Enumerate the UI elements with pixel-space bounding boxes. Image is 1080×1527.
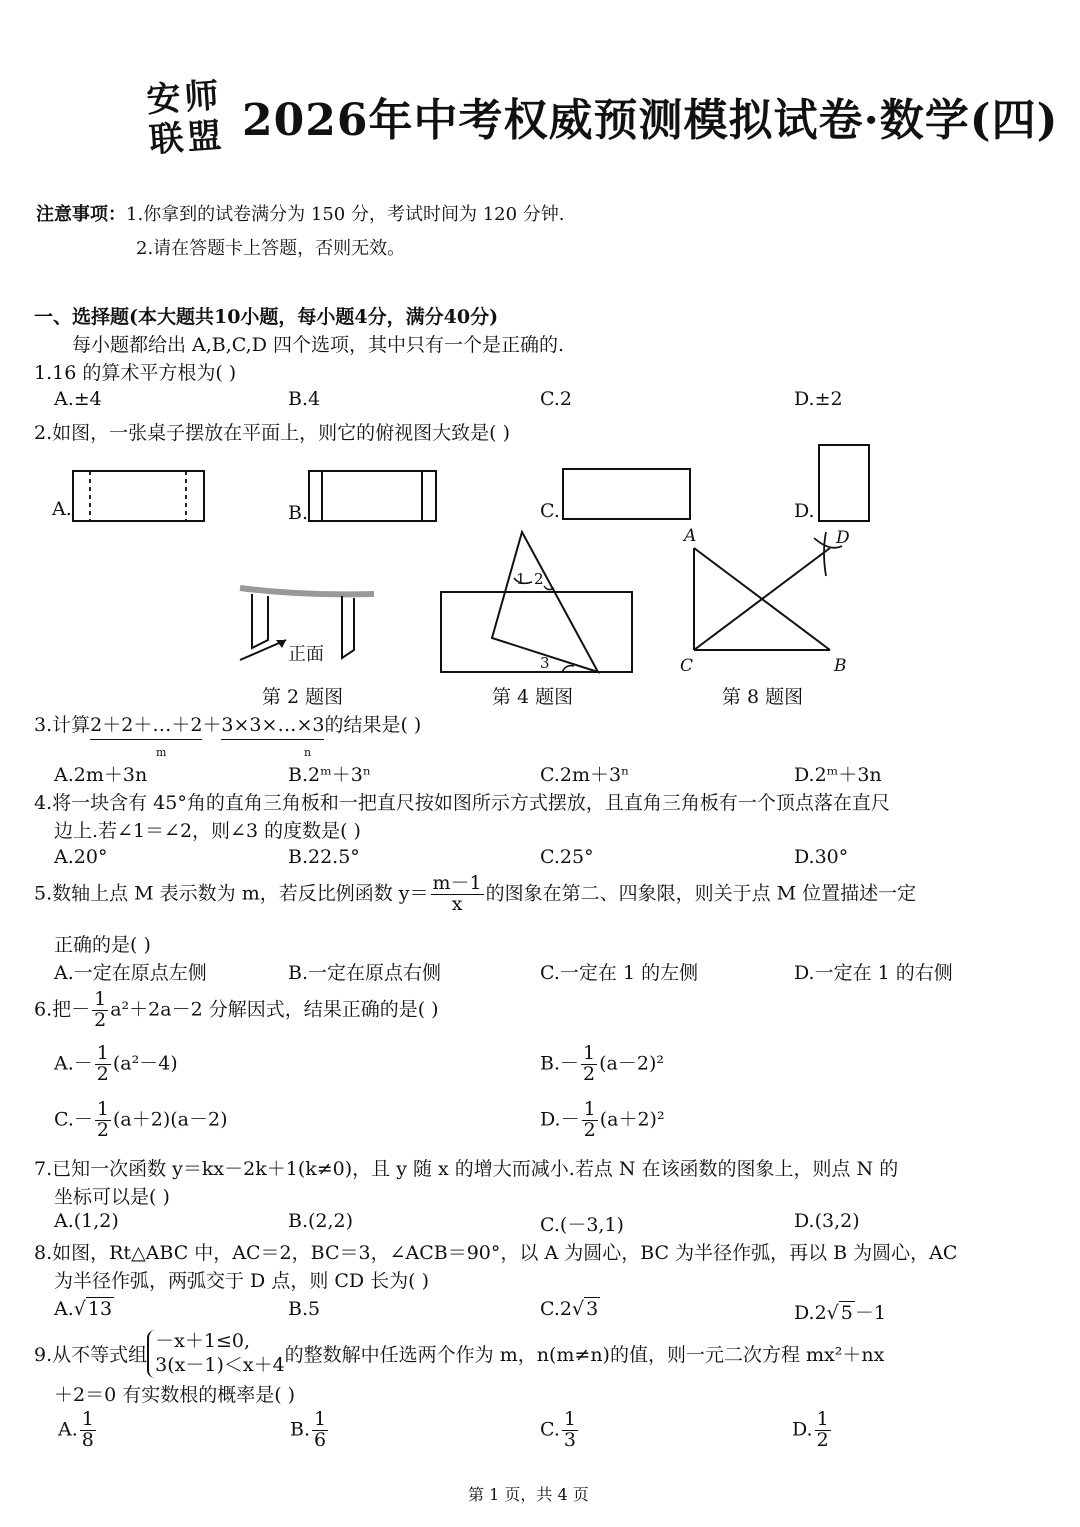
q3-brace-m-label: m (156, 746, 167, 759)
question-8-stem-line-1: 8.如图，Rt△ABC 中，AC＝2，BC＝3，∠ACB＝90°，以 A 为圆心，BC 为半径作弧，再以 B 为圆心，AC (34, 1242, 958, 1264)
q9-option-d-fraction (815, 1410, 831, 1451)
notice-text-1: 1.你拿到的试卷满分为 150 分，考试时间为 120 分钟. (126, 204, 565, 225)
q9-option-a-label: A. (58, 1418, 78, 1441)
q6-option-d-body: (a＋2)² (599, 1108, 665, 1131)
q3-product-part: 3×3×…×3 (221, 714, 324, 740)
q9-option-a-fraction (80, 1410, 96, 1451)
q8-option-d-radicand: 5 (840, 1302, 853, 1324)
q9-option-a (58, 1410, 98, 1451)
q4-option-b: B.22.5° (288, 846, 360, 868)
q1-option-a: A.±4 (54, 388, 102, 410)
q9-option-d-denominator: 2 (816, 1428, 829, 1451)
q2-option-d-figure (818, 444, 872, 524)
figure-4-ruler-triangle (440, 530, 636, 676)
q9-option-b-denominator: 6 (314, 1428, 327, 1451)
figure-4-angle-1: 1 (516, 570, 526, 588)
q9-option-b-numerator: 1 (314, 1408, 327, 1430)
q9-inequality-system (147, 1330, 285, 1378)
q4-option-c: C.25° (540, 846, 594, 868)
q6-fraction-numerator: 1 (94, 988, 107, 1010)
q8-option-d (794, 1298, 886, 1325)
question-5-stem (34, 874, 916, 915)
q5-option-d: D.一定在 1 的右侧 (794, 962, 953, 984)
q6-option-a-fraction (95, 1044, 111, 1085)
q9-option-c-denominator: 3 (563, 1428, 576, 1451)
q6-stem-post: a²＋2a－2 分解因式，结果正确的是( ) (110, 998, 439, 1021)
question-2-stem: 2.如图，一张桌子摆放在平面上，则它的俯视图大致是( ) (34, 422, 510, 444)
q7-option-a: A.(1,2) (54, 1210, 119, 1232)
q6-option-b-fraction (581, 1044, 597, 1085)
q6-option-c-fraction (95, 1100, 111, 1141)
q2-option-c-label: C. (540, 500, 560, 522)
question-9-stem (34, 1330, 884, 1378)
q5-option-a: A.一定在原点左侧 (54, 962, 207, 984)
q6-option-d-fraction (582, 1100, 598, 1141)
q9-option-c-fraction (562, 1410, 578, 1451)
q6-option-a-numerator: 1 (96, 1042, 109, 1064)
q8-option-a-prefix: A.√ (54, 1298, 86, 1320)
q6-option-a-body: (a²－4) (112, 1052, 178, 1075)
q5-fraction-denominator: x (451, 892, 463, 915)
q9-stem-pre: 9.从不等式组 (34, 1344, 148, 1367)
figure-4-angle-3: 3 (540, 654, 550, 672)
q5-stem-post: 的图象在第二、四象限，则关于点 M 位置描述一定 (485, 882, 917, 905)
q3-stem-post: 的结果是( ) (324, 714, 422, 736)
q6-option-c-numerator: 1 (96, 1098, 109, 1120)
q5-option-b: B.一定在原点右侧 (288, 962, 442, 984)
q8-option-c (540, 1298, 600, 1320)
q3-sum-part: 2＋2＋…＋2 (90, 714, 202, 740)
question-7-stem-line-1: 7.已知一次函数 y＝kx－2k＋1(k≠0)，且 y 随 x 的增大而减小.若点 N 在该函数的图象上，则点 N 的 (34, 1158, 899, 1180)
q9-option-a-numerator: 1 (81, 1408, 94, 1430)
notice-line-2: 2.请在答题卡上答题，否则无效。 (136, 238, 406, 259)
q2-option-a-label: A. (52, 498, 72, 520)
question-1-stem: 1.16 的算术平方根为( ) (34, 362, 237, 384)
figure-2-front-label: 正面 (288, 644, 324, 665)
figure-4-angle-2: 2 (534, 570, 544, 588)
question-3-stem (34, 710, 421, 737)
q2-option-c-figure (562, 468, 692, 522)
q4-option-d: D.30° (794, 846, 849, 868)
figure-8-caption: 第 8 题图 (722, 686, 804, 708)
figure-2-caption: 第 2 题图 (262, 686, 344, 708)
figure-4-caption: 第 4 题图 (492, 686, 574, 708)
q1-option-c: C.2 (540, 388, 572, 410)
q4-option-a: A.20° (54, 846, 108, 868)
q2-option-b-figure (308, 470, 438, 524)
page-footer: 第 1 页，共 4 页 (468, 1485, 589, 1504)
q9-inequality-1: －x＋1≤0, (155, 1330, 250, 1352)
q8-option-c-prefix: C.2√ (540, 1298, 585, 1320)
figure-8-label-b: B (834, 656, 847, 676)
q6-option-d-numerator: 1 (583, 1098, 596, 1120)
question-5-stem-line-2: 正确的是( ) (54, 934, 151, 956)
question-4-stem-line-1: 4.将一块含有 45°角的直角三角板和一把直尺按如图所示方式摆放，且直角三角板有一个顶点落在直尺 (34, 792, 890, 814)
q6-stem-pre: 6.把－ (34, 998, 91, 1021)
q6-option-d-prefix: D.－ (540, 1108, 580, 1131)
question-9-stem-line-2: ＋2＝0 有实数根的概率是( ) (54, 1384, 296, 1406)
q6-option-d-denominator: 2 (583, 1118, 596, 1141)
q9-option-b (290, 1410, 330, 1451)
q5-stem-pre: 5.数轴上点 M 表示数为 m，若反比例函数 y＝ (34, 882, 429, 905)
logo-line-1: 安师 (145, 75, 224, 121)
q2-option-d-label: D. (794, 500, 815, 522)
q6-option-b (540, 1044, 664, 1085)
q3-option-d: D.2ᵐ＋3n (794, 764, 882, 786)
q7-option-c: C.(－3,1) (540, 1214, 624, 1236)
section-intro: 每小题都给出 A,B,C,D 四个选项，其中只有一个是正确的. (72, 334, 565, 356)
q6-option-d (540, 1100, 665, 1141)
figure-8-label-d: D (836, 528, 850, 548)
question-6-stem (34, 990, 439, 1031)
q9-option-d-numerator: 1 (816, 1408, 829, 1430)
question-4-stem-line-2: 边上.若∠1＝∠2，则∠3 的度数是( ) (54, 820, 361, 842)
q9-stem-post: 的整数解中任选两个作为 m，n(m≠n)的值，则一元二次方程 mx²＋nx (284, 1344, 885, 1367)
q9-option-c-label: C. (540, 1418, 560, 1441)
q8-option-d-prefix: D.2√ (794, 1302, 839, 1324)
q3-option-a: A.2m＋3n (54, 764, 148, 786)
q8-option-a-radicand: 13 (87, 1298, 113, 1320)
q9-option-d-label: D. (792, 1418, 813, 1441)
q3-option-c: C.2m＋3ⁿ (540, 764, 630, 786)
q6-option-a-prefix: A.－ (54, 1052, 93, 1075)
question-8-stem-line-2: 为半径作弧，两弧交于 D 点，则 CD 长为( ) (54, 1270, 430, 1292)
notice-line-1 (36, 200, 565, 226)
page-title: 2026年中考权威预测模拟试卷·数学(四) (242, 95, 1059, 146)
q7-option-b: B.(2,2) (288, 1210, 354, 1232)
q2-option-a-figure (72, 470, 206, 524)
q1-option-d: D.±2 (794, 388, 843, 410)
q3-plus: ＋ (202, 714, 222, 736)
q3-brace-n-label: n (304, 746, 312, 759)
q9-option-b-fraction (312, 1410, 328, 1451)
figure-8-construction (690, 530, 860, 666)
q5-option-c: C.一定在 1 的左侧 (540, 962, 699, 984)
q6-option-a (54, 1044, 178, 1085)
q3-stem-pre: 3.计算 (34, 714, 91, 736)
figure-8-label-c: C (680, 656, 694, 676)
logo-line-2: 联盟 (148, 115, 227, 161)
q6-option-a-denominator: 2 (96, 1062, 109, 1085)
q9-option-c (540, 1410, 580, 1451)
q8-option-d-suffix: －1 (854, 1302, 886, 1324)
q6-option-b-body: (a－2)² (599, 1052, 664, 1075)
q9-option-b-label: B. (290, 1418, 311, 1441)
q9-option-d (792, 1410, 833, 1451)
q5-fraction (431, 874, 484, 915)
q8-option-a (54, 1298, 114, 1320)
q6-option-b-prefix: B.－ (540, 1052, 580, 1075)
publisher-logo (145, 75, 226, 160)
q5-fraction-numerator: m－1 (432, 872, 482, 894)
q9-option-a-denominator: 8 (81, 1428, 94, 1451)
q6-option-c-denominator: 2 (96, 1118, 109, 1141)
q6-option-c-prefix: C.－ (54, 1108, 93, 1131)
q6-fraction-denominator: 2 (94, 1008, 107, 1031)
q8-option-b: B.5 (288, 1298, 321, 1320)
q8-option-c-radicand: 3 (586, 1298, 599, 1320)
q6-option-c-body: (a＋2)(a－2) (113, 1108, 228, 1131)
q3-option-b: B.2ᵐ＋3ⁿ (288, 764, 372, 786)
question-7-stem-line-2: 坐标可以是( ) (54, 1186, 170, 1208)
notice-label: 注意事项： (36, 204, 126, 225)
q7-option-d: D.(3,2) (794, 1210, 860, 1232)
q6-option-b-denominator: 2 (583, 1062, 596, 1085)
q2-option-b-label: B. (288, 502, 309, 524)
q9-inequality-2: 3(x－1)＜x＋4 (155, 1353, 285, 1376)
section-heading: 一、选择题(本大题共10小题，每小题4分，满分40分) (34, 306, 499, 328)
q1-option-b: B.4 (288, 388, 321, 410)
q6-fraction (92, 990, 108, 1031)
figure-8-label-a: A (684, 526, 697, 546)
q6-option-b-numerator: 1 (583, 1042, 596, 1064)
q6-option-c (54, 1100, 227, 1141)
q9-option-c-numerator: 1 (563, 1408, 576, 1430)
